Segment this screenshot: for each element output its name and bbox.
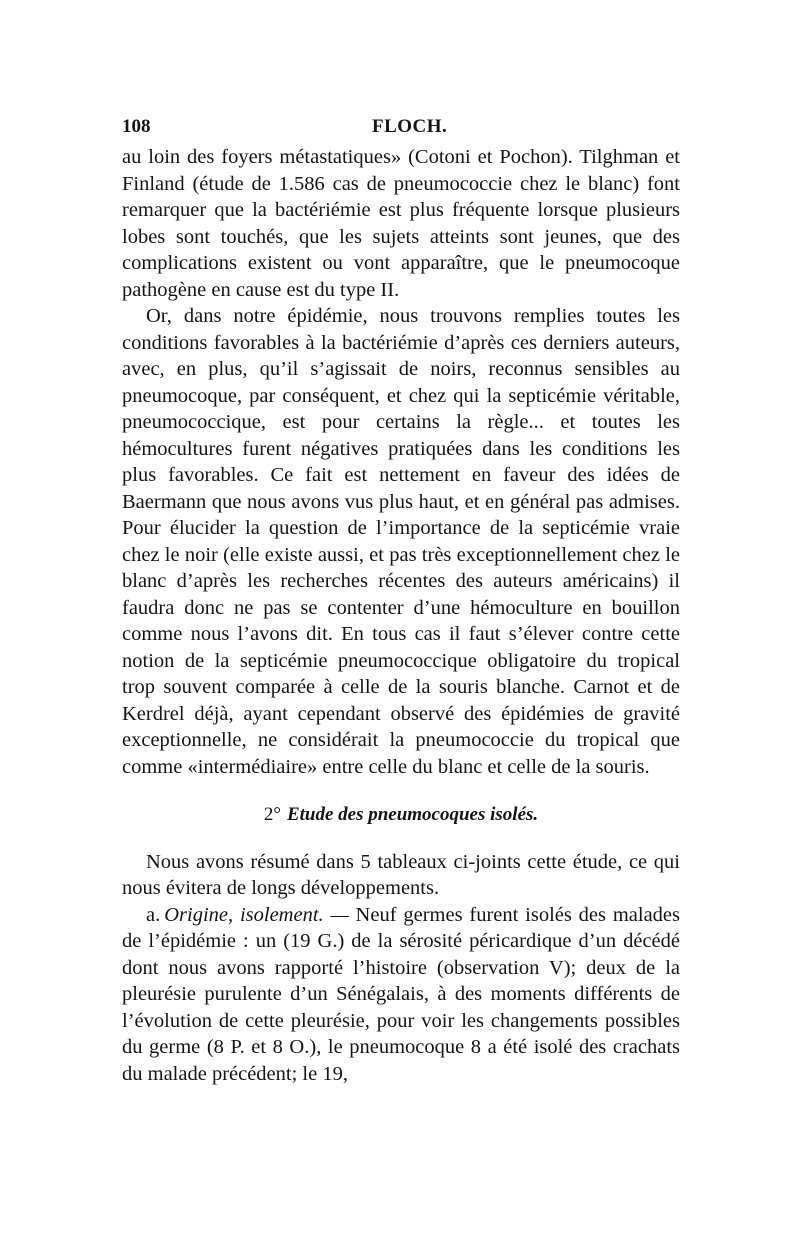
page-number: 108 <box>122 116 151 137</box>
paragraph-epidemic: Or, dans notre épidémie, nous trouvons remplies toutes les conditions favorables à la bactériémie d’après ces derniers auteurs, avec, en plus, qu’il s’agissait de noirs, reconnus sensibles au pneumocoque, par conséquent, et chez qui la septicémie véritable, pneumococcique, est pour certains la règle... et toutes les hémocultures furent négatives pratiquées dans les conditions les plus favorables. Ce fait est nettement en faveur des idées de Baermann que nous avons vus plus haut, et en général pas admises. Pour élucider la question de l’importance de la septicémie vraie chez le noir (elle existe aussi, et pas très exceptionnellement chez le blanc d’après les recherches récentes des auteurs américains) il faudra donc ne pas se contenter d’une hémoculture en bouillon comme nous l’avons dit. En tous cas il faut s’élever contre cette notion de la septicémie pneumococcique obligatoire du tropical trop souvent comparée à celle de la souris blanche. Carnot et de Kerdrel déjà, ayant cependant observé des épidémies de gravité exceptionnelle, ne considérait la pneumococcie du tropical que comme «intermédiaire» entre celle du blanc et celle de la souris. <box>122 305 680 778</box>
paragraph-summary: Nous avons résumé dans 5 tableaux ci-joints cette étude, ce qui nous évitera de longs développements. <box>122 850 680 899</box>
paragraph-origin-text: Neuf germes furent isolés des malades de l’épidémie : un (19 G.) de la sérosité péricardique d’un décédé dont nous avons rapporté l’histoire (observation V); deux de la pleurésie purulente d’un Sénégalais, à des moments différents de l’évolution de cette pleurésie, pour voir les changements possibles du germe (8 P. et 8 O.), le pneumocoque 8 a été isolé des crachats du malade précédent; le 19, <box>122 903 680 1085</box>
paragraph-origin <box>122 902 680 1088</box>
document-page <box>122 116 680 1087</box>
section-heading <box>122 802 680 829</box>
running-title: FLOCH. <box>372 116 448 137</box>
item-letter: a. <box>146 903 161 926</box>
section-number: 2° <box>263 804 281 825</box>
run-in-heading: Origine, isolement. — <box>164 903 349 926</box>
body-text <box>122 144 680 1087</box>
page-header <box>122 116 680 144</box>
section-title: Etude des pneumocoques isolés. <box>286 804 539 825</box>
paragraph-continuation: au loin des foyers métastatiques» (Cotoni et Pochon). Tilghman et Finland (étude de 1.586 cas de pneumococcie chez le blanc) font remarquer que la bactériémie est plus fréquente lorsque plusieurs lobes sont touchés, que les sujets atteints sont jeunes, que des complications existent ou vont apparaître, que le pneumocoque pathogène en cause est du type II. <box>122 146 680 301</box>
